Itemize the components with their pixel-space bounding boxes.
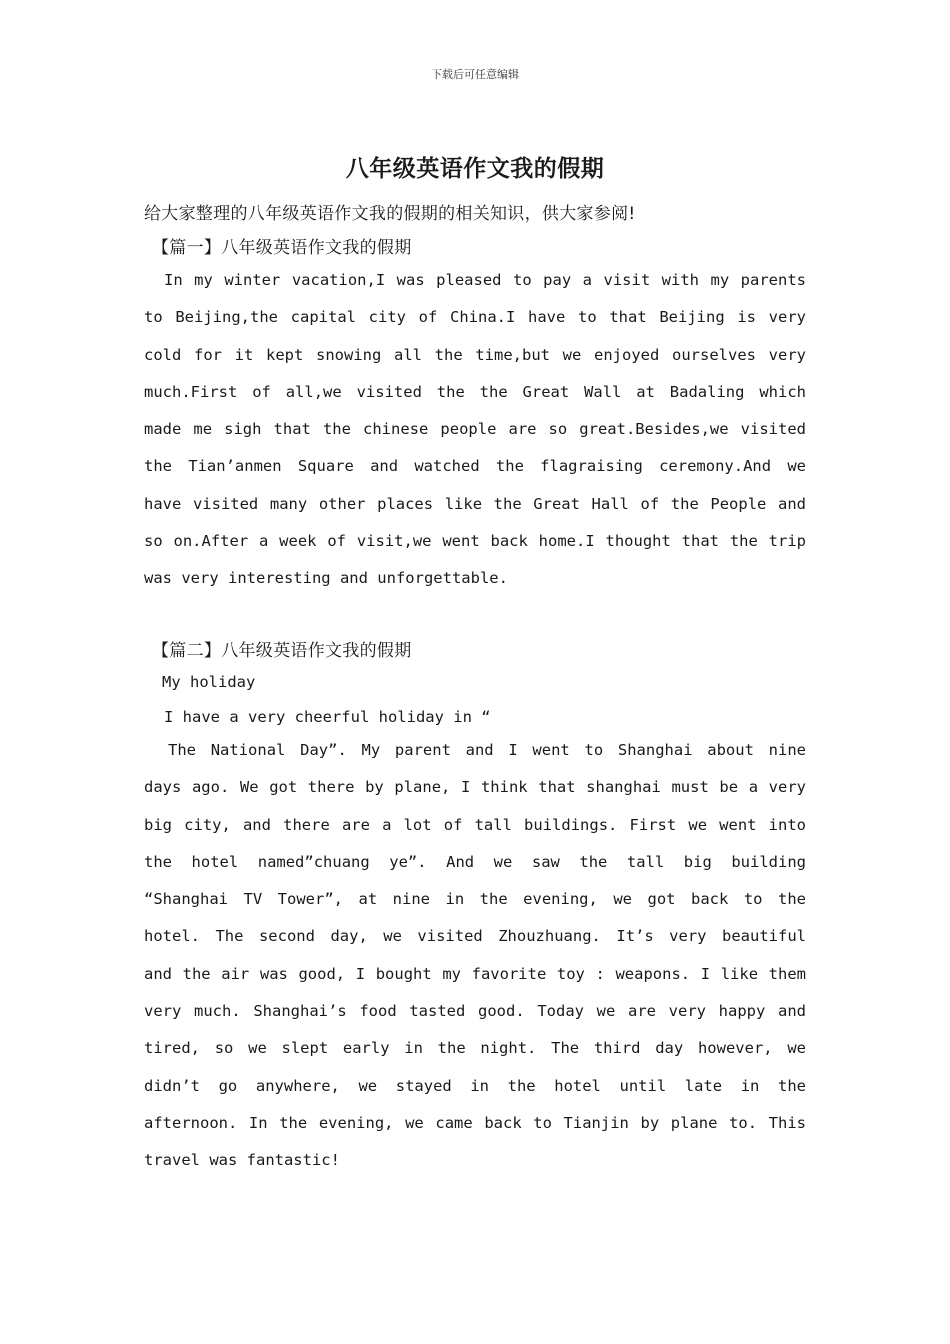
body-line: the Tian’anmen Square and watched the flagraising ceremony.And we bbox=[144, 457, 806, 476]
body-line: made me sigh that the chinese people are so great.Besides,we visited bbox=[144, 420, 806, 439]
section-2-first-line: I have a very cheerful holiday in “ bbox=[164, 708, 491, 726]
header-note: 下载后可任意编辑 bbox=[431, 68, 519, 81]
body-line: travel was fantastic! bbox=[144, 1151, 340, 1170]
body-line: In my winter vacation,I was pleased to pay a visit with my parents bbox=[164, 271, 806, 289]
body-line: “Shanghai TV Tower”, at nine in the evening, we got back to the bbox=[144, 890, 806, 909]
body-line: tired, so we slept early in the night. The third day however, we bbox=[144, 1039, 806, 1058]
body-line: very much. Shanghai’s food tasted good. Today we are very happy and bbox=[144, 1002, 806, 1021]
section-2-subtitle: My holiday bbox=[162, 673, 256, 691]
body-line: The National Day”. My parent and I went to Shanghai about nine bbox=[168, 741, 806, 759]
body-line: days ago. We got there by plane, I think that shanghai must be a very bbox=[144, 778, 806, 797]
body-line: so on.After a week of visit,we went back home.I thought that the trip bbox=[144, 532, 806, 551]
body-line: afternoon. In the evening, we came back to Tianjin by plane to. This bbox=[144, 1113, 806, 1132]
body-line: was very interesting and unforgettable. bbox=[144, 569, 508, 588]
body-line: hotel. The second day, we visited Zhouzhuang. It’s very beautiful bbox=[144, 927, 806, 946]
document-title: 八年级英语作文我的假期 bbox=[345, 156, 605, 182]
body-line: much.First of all,we visited the the Great Wall at Badaling which bbox=[144, 382, 806, 401]
body-line: the hotel named”chuang ye”. And we saw the tall big building bbox=[144, 852, 806, 871]
body-line: cold for it kept snowing all the time,but we enjoyed ourselves very bbox=[144, 345, 806, 364]
body-line: and the air was good, I bought my favorite toy : weapons. I like them bbox=[144, 964, 806, 983]
body-line: to Beijing,the capital city of China.I have to that Beijing is very bbox=[144, 308, 806, 327]
body-line: didn’t go anywhere, we stayed in the hotel until late in the bbox=[144, 1076, 806, 1095]
section-1-body bbox=[144, 262, 806, 598]
body-line: have visited many other places like the Great Hall of the People and bbox=[144, 494, 806, 513]
body-line: big city, and there are a lot of tall buildings. First we went into bbox=[144, 815, 806, 834]
section-2-heading: 【篇二】八年级英语作文我的假期 bbox=[152, 641, 412, 661]
intro-paragraph: 给大家整理的八年级英语作文我的假期的相关知识，供大家参阅! bbox=[144, 204, 636, 224]
section-1-heading: 【篇一】八年级英语作文我的假期 bbox=[152, 238, 412, 258]
section-2-body bbox=[144, 732, 806, 1180]
